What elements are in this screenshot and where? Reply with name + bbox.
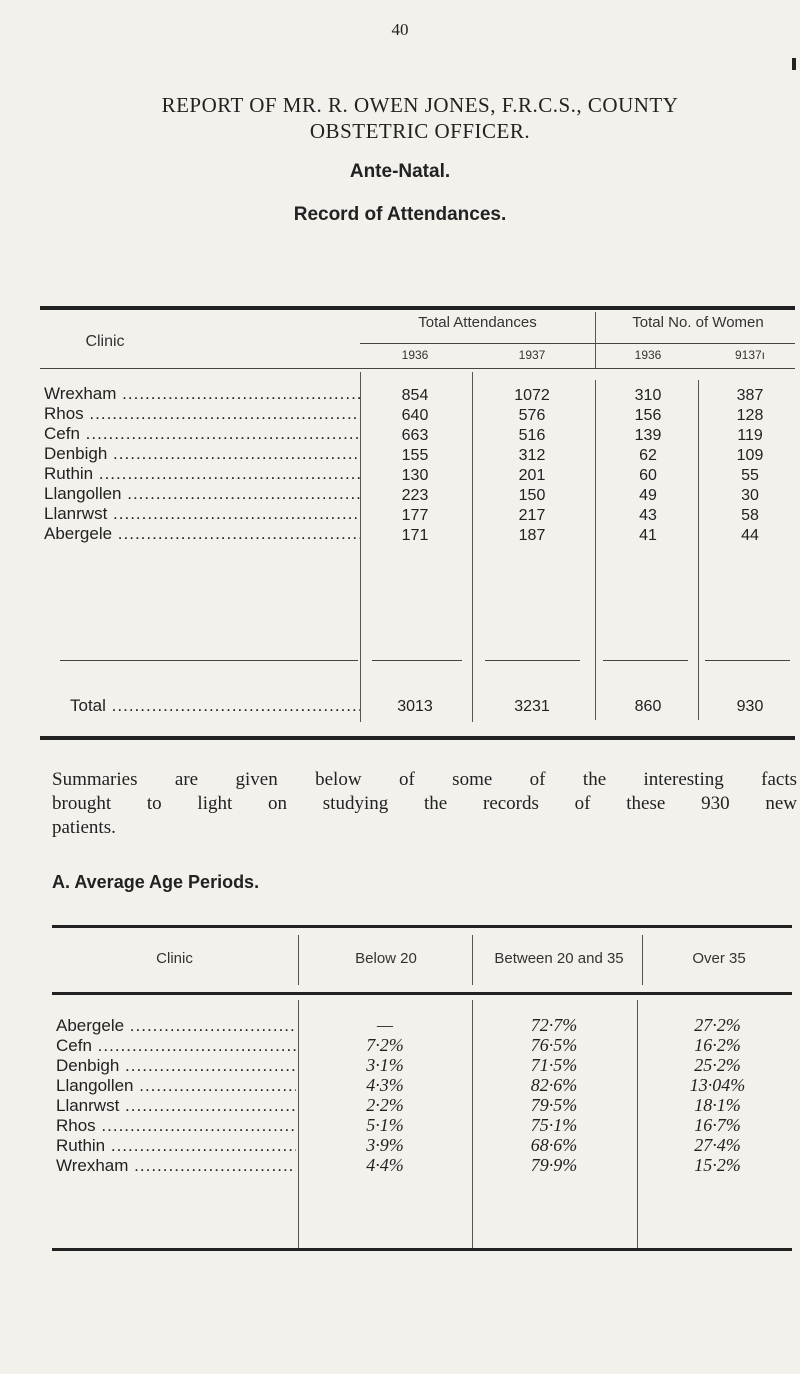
total-cell: 3013 [397,698,433,715]
total-rule [603,660,688,661]
year-1936-b: 1936 [634,348,662,362]
cell: 155 [401,447,429,464]
cell: 119 [737,427,763,444]
cell: 49 [639,487,657,504]
col-line-3 [595,380,596,720]
cell: 55 [741,467,759,484]
t2-cell: 71·5% [530,1055,578,1075]
t2-col-line [298,1000,299,1250]
cell: 44 [741,527,759,544]
col-clinic-header: Clinic [85,333,125,350]
t2-cell: 76·5% [530,1035,578,1055]
t2-row-label: Denbigh ..... [56,1056,296,1076]
t2-cell: 68·6% [530,1135,578,1155]
cell: 576 [518,407,546,424]
cell: 217 [518,507,546,524]
summary-line-2: brought to light on studying the records of these 930 new [52,793,797,814]
header-vline [595,312,596,368]
cell: 201 [518,467,546,484]
row-label: Llangollen ..... [44,484,360,504]
t2-header-over-35: Over 35 [692,950,746,967]
cell: 109 [736,447,764,464]
table2-header-rule [52,992,792,995]
subtitle-record: Record of Attendances. [293,204,507,225]
cell: 854 [401,387,429,404]
cell: 1072 [514,387,550,404]
t2-cell: 79·5% [530,1095,578,1115]
table2-bottom-rule [52,1248,792,1251]
t2-cell: 4·3% [366,1075,404,1095]
table2-top-rule [52,925,792,928]
header-total-women: Total No. of Women [632,314,764,331]
t2-cell: 18·1% [694,1095,741,1115]
section-a-heading: A. Average Age Periods. [52,872,260,892]
t2-cell: 27·2% [694,1015,741,1035]
row-label: Denbigh ..... [44,444,360,464]
t2-cell: 7·2% [366,1035,404,1055]
margin-mark [792,58,796,70]
t2-cell: 82·6% [530,1075,578,1095]
t2-row-label: Cefn ..... [56,1036,296,1056]
cell: 516 [518,427,546,444]
t2-cell: 16·7% [694,1115,741,1135]
t2-header-between: Between 20 and 35 [494,950,624,967]
total-rule [485,660,580,661]
t2-hdr-vline [642,935,643,985]
subtitle-ante-natal: Ante-Natal. [349,161,451,182]
cell: 43 [639,507,657,524]
row-label: Abergele ..... [44,524,360,544]
year-1936-a: 1936 [401,348,429,362]
t2-cell: 3·9% [366,1135,404,1155]
cell: 150 [518,487,546,504]
t2-row-label: Rhos ..... [56,1116,296,1136]
table-top-rule [40,306,795,310]
row-label: Wrexham ..... [44,384,360,404]
t2-row-label: Ruthin ..... [56,1136,296,1156]
total-cell: 860 [634,698,662,715]
cell: 312 [518,447,546,464]
cell: 310 [634,387,662,404]
summary-line-1: Summaries are given below of some of the interesting facts [52,769,797,790]
t2-cell: 27·4% [694,1135,741,1155]
t2-header-below-20: Below 20 [355,950,417,967]
t2-row-label: Abergele ..... [56,1016,296,1036]
t2-cell: 15·2% [694,1155,741,1175]
cell: 663 [401,427,429,444]
cell: 130 [401,467,429,484]
cell: 171 [401,527,429,544]
t2-cell: 72·7% [530,1015,578,1035]
cell: 187 [518,527,546,544]
t2-cell: 79·9% [530,1155,578,1175]
t2-cell: 13·04% [689,1075,746,1095]
total-rule [372,660,462,661]
t2-header-clinic: Clinic [156,950,193,967]
year-1937-a: 1937 [518,348,546,362]
t2-cell: 2·2% [366,1095,404,1115]
cell: 156 [634,407,662,424]
col-line-4 [698,380,699,720]
cell: 128 [736,407,764,424]
t2-cell: 5·1% [366,1115,404,1135]
t2-row-label: Wrexham ..... [56,1156,296,1176]
total-label: Total ..... [70,696,360,716]
t2-cell: 3·1% [366,1055,404,1075]
t2-cell: 16·2% [694,1035,741,1055]
total-cell: 930 [736,698,764,715]
header-divider [360,343,795,344]
t2-cell: 75·1% [530,1115,578,1135]
t2-col-line [637,1000,638,1250]
row-label: Ruthin ..... [44,464,360,484]
table-bottom-rule [40,736,795,740]
title-line-2: OBSTETRIC OFFICER. [309,119,531,143]
row-label: Cefn ..... [44,424,360,444]
row-label: Llanrwst ..... [44,504,360,524]
year-1937-b: 9137ı [734,348,766,362]
cell: 387 [736,387,764,404]
page-title [40,92,800,144]
header-total-attendances: Total Attendances [418,314,537,331]
t2-cell: 25·2% [694,1055,741,1075]
header-bottom-rule [40,368,795,369]
cell: 41 [639,527,657,544]
t2-cell: — [376,1015,393,1035]
t2-row-label: Llangollen ..... [56,1076,296,1096]
total-cell: 3231 [514,698,550,715]
t2-col-line [472,1000,473,1250]
t2-cell: 4·4% [366,1155,404,1175]
title-line-1: REPORT OF MR. R. OWEN JONES, F.R.C.S., COUNTY [161,93,679,117]
cell: 60 [639,467,657,484]
total-rule [60,660,358,661]
cell: 58 [741,507,759,524]
cell: 223 [401,487,429,504]
t2-row-label: Llanrwst ..... [56,1096,296,1116]
total-rule [705,660,790,661]
cell: 139 [634,427,662,444]
row-label: Rhos ..... [44,404,360,424]
summary-line-3: patients. [52,817,116,838]
page-number: 40 [391,20,409,39]
cell: 62 [639,447,657,464]
cell: 30 [741,487,759,504]
t2-hdr-vline [472,935,473,985]
cell: 177 [401,507,429,524]
cell: 640 [401,407,429,424]
t2-hdr-vline [298,935,299,985]
